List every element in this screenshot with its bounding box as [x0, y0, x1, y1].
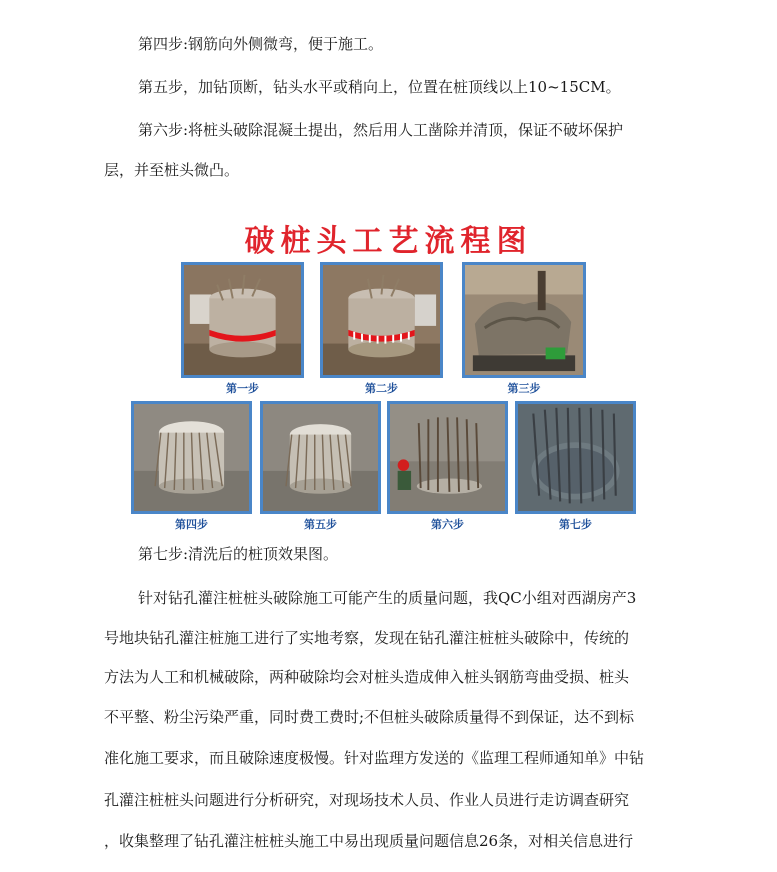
- step1-photo: [181, 262, 304, 378]
- step1-caption: 第一步: [226, 382, 259, 395]
- body-line-1: 针对钻孔灌注桩桩头破除施工可能产生的质量问题，我QC小组对西湖房产3: [138, 589, 637, 607]
- step7-paragraph: 第七步:清洗后的桩顶效果图。: [138, 545, 339, 563]
- step3-caption: 第三步: [507, 382, 541, 395]
- step4-photo: [131, 401, 252, 514]
- step3-photo: [462, 262, 586, 378]
- step7-caption: 第七步: [559, 518, 592, 531]
- body-line-4: 不平整、粉尘污染严重，同时费工费时;不但桩头破除质量得不到保证，达不到标: [104, 708, 635, 726]
- body-line-7: ，收集整理了钻孔灌注桩桩头施工中易出现质量问题信息26条，对相关信息进行: [104, 832, 634, 850]
- body-line-3: 方法为人工和机械破除，两种破除均会对桩头造成伸入桩头钢筋弯曲受损、桩头: [104, 668, 630, 686]
- body-line-6: 孔灌注桩桩头问题进行分析研究，对现场技术人员、作业人员进行走访调查研究: [104, 791, 630, 809]
- step6-photo: [387, 401, 508, 514]
- step6-paragraph-line2: 层，并至桩头微凸。: [104, 161, 240, 179]
- step2-photo: [320, 262, 443, 378]
- step5-photo: [260, 401, 381, 514]
- step4-caption: 第四步: [175, 518, 208, 531]
- step5-paragraph: 第五步，加钻顶断，钻头水平或稍向上，位置在桩顶线以上10~15CM。: [138, 78, 621, 96]
- figure-title: 破桩头工艺流程图: [244, 224, 533, 259]
- step6-paragraph-line1: 第六步:将桩头破除混凝土提出，然后用人工凿除并清顶，保证不破坏保护: [138, 121, 624, 139]
- body-line-2: 号地块钻孔灌注桩施工进行了实地考察，发现在钻孔灌注桩桩头破除中，传统的: [104, 629, 630, 647]
- step6-caption: 第六步: [431, 518, 464, 531]
- step7-photo: [515, 401, 636, 514]
- step5-caption: 第五步: [304, 518, 337, 531]
- step2-caption: 第二步: [365, 382, 398, 395]
- step4-paragraph: 第四步:钢筋向外侧微弯，便于施工。: [138, 35, 384, 53]
- body-line-5: 准化施工要求，而且破除速度极慢。针对监理方发送的《监理工程师通知单》中钻: [104, 749, 645, 767]
